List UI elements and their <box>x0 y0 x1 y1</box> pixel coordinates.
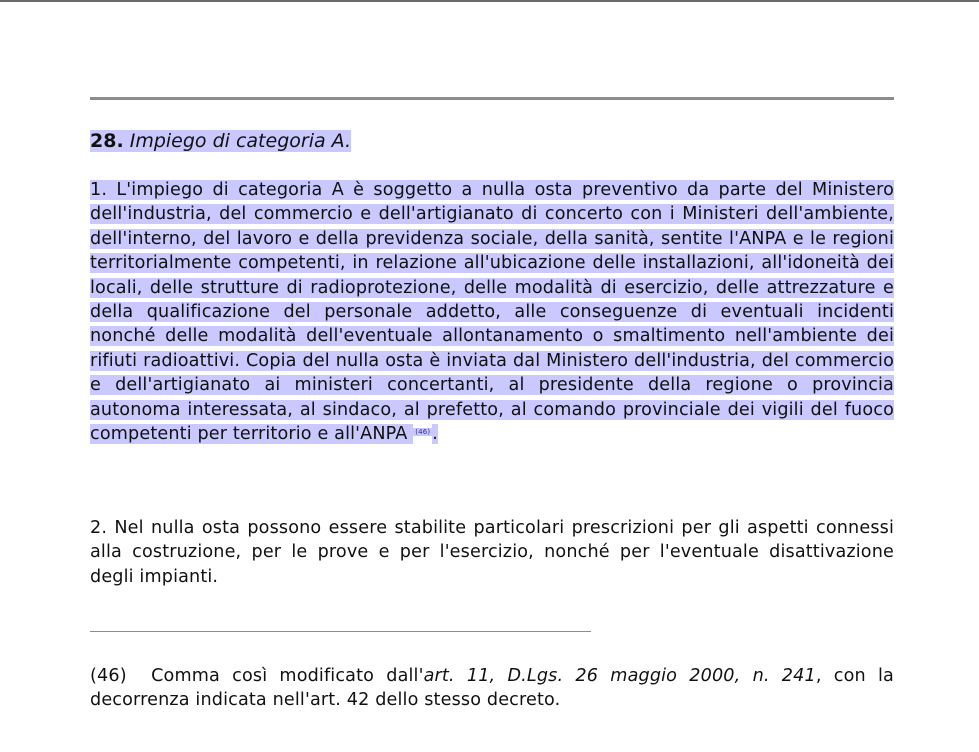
footnote-46 <box>90 664 894 713</box>
article-number: 28. <box>90 130 124 152</box>
footnote-text-before: Comma così modificato dall' <box>151 666 424 686</box>
footnote-law-reference: art. 11, D.Lgs. 26 maggio 2000, n. 241 <box>423 666 816 686</box>
article-title <box>90 128 351 154</box>
footnote-text-after: , con la decorrenza indicata nell'art. 42 dello stesso decreto. <box>90 666 894 711</box>
footnote-marker: (46) <box>90 666 127 686</box>
paragraph-1 <box>90 178 894 446</box>
paragraph-2: 2. Nel nulla osta possono essere stabilite particolari prescrizioni per gli aspetti connessi alla costruzione, per le prove e per l'esercizio, nonché per l'eventuale disattivazione degli impianti. <box>90 518 894 587</box>
header-rule <box>90 97 894 100</box>
paragraph-1-text: 1. L'impiego di categoria A è soggetto a nulla osta preventivo da parte del Ministero dell'industria, del commercio e dell'artigianato di concerto con i Ministeri dell'ambiente, dell'interno, del lavoro e della previdenza sociale, della sanità, sentite l'ANPA e le regioni territorialmente competenti, in relazione all'ubicazione delle installazioni, all'idoneità dei locali, delle strutture di radioprotezione, delle modalità di esercizio, delle attrezzature e della qualificazione del personale addetto, alle conseguenze di eventuali incidenti nonché delle modalità dell'eventuale allontanamento o smaltimento nell'ambiente dei rifiuti radioattivi. Copia del nulla osta è inviata dal Ministero dell'industria, del commercio e dell'artigianato ai ministeri concertanti, al presidente della regione o provincia autonoma interessata, al sindaco, al prefetto, al comando provinciale dei vigili del fuoco competenti per territorio e all'ANPA <box>90 180 894 445</box>
article-heading: Impiego di categoria A. <box>129 130 352 152</box>
footnote-separator <box>90 631 591 632</box>
footnote-ref-link[interactable]: (46) <box>415 428 431 437</box>
paragraph-1-end: . <box>432 424 438 445</box>
window-top-edge <box>0 0 979 2</box>
